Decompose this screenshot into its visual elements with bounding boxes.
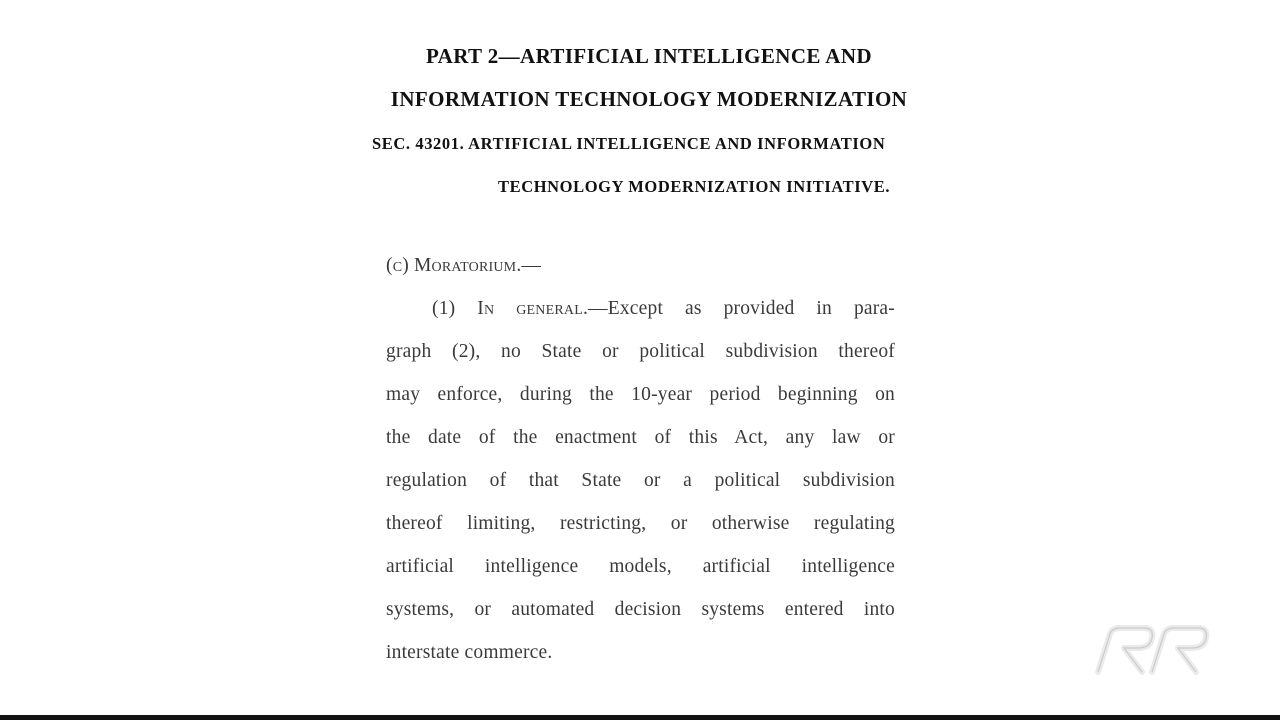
paragraph-line: Except as provided in para- xyxy=(607,298,895,319)
paragraph-heading: In general.— xyxy=(477,298,608,319)
bottom-border xyxy=(0,715,1280,720)
double-r-logo-icon xyxy=(1092,624,1222,678)
paragraph-line: may enforce, during the 10-year period beginning on xyxy=(386,384,895,405)
paragraph-line: artificial intelligence models, artificial intelligence xyxy=(386,556,895,577)
paragraph-line: systems, or automated decision systems entered into xyxy=(386,599,895,620)
paragraph-line: regulation of that State or a political subdivision xyxy=(386,470,895,491)
paragraph-first-line xyxy=(432,298,895,320)
paragraph-line: interstate commerce. xyxy=(386,642,553,663)
subsection-label: (c) Moratorium.— xyxy=(386,255,542,276)
paragraph-line: thereof limiting, restricting, or otherwise regulating xyxy=(386,513,895,534)
paragraph-number: (1) xyxy=(432,298,456,319)
section-title-line-1: SEC. 43201. ARTIFICIAL INTELLIGENCE AND INFORMATION xyxy=(372,134,886,153)
part-title-line-1: PART 2—ARTIFICIAL INTELLIGENCE AND xyxy=(425,44,873,68)
paragraph-line: the date of the enactment of this Act, any law or xyxy=(386,427,895,448)
paragraph-line: graph (2), no State or political subdivision thereof xyxy=(386,341,895,362)
part-title-line-2: INFORMATION TECHNOLOGY MODERNIZATION xyxy=(390,87,908,111)
section-title-line-2: TECHNOLOGY MODERNIZATION INITIATIVE. xyxy=(498,177,891,196)
